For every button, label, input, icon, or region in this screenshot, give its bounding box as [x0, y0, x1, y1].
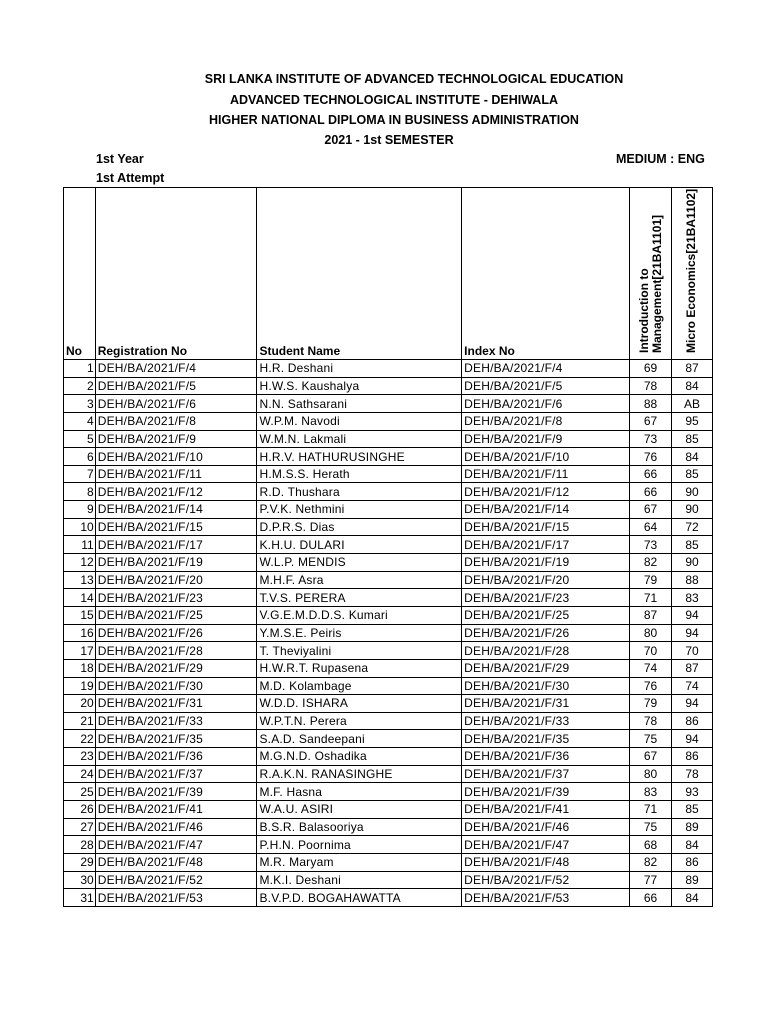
cell-mark-micro-economics: 72: [672, 518, 713, 536]
cell-mark-micro-economics: 84: [672, 889, 713, 907]
cell-no: 21: [64, 712, 96, 730]
cell-mark-micro-economics: 86: [672, 748, 713, 766]
cell-mark-micro-economics: 94: [672, 624, 713, 642]
cell-no: 23: [64, 748, 96, 766]
cell-mark-micro-economics: 74: [672, 677, 713, 695]
table-row: [64, 483, 713, 501]
cell-index-no: DEH/BA/2021/F/39: [462, 783, 630, 801]
cell-registration-no: DEH/BA/2021/F/29: [95, 659, 257, 677]
cell-student-name: W.P.M. Navodi: [257, 412, 462, 430]
cell-no: 2: [64, 377, 96, 395]
cell-mark-management: 82: [630, 853, 672, 871]
cell-mark-management: 74: [630, 659, 672, 677]
cell-student-name: M.K.I. Deshani: [257, 871, 462, 889]
cell-no: 10: [64, 518, 96, 536]
table-row: [64, 712, 713, 730]
table-row: [64, 395, 713, 413]
cell-mark-management: 75: [630, 730, 672, 748]
cell-mark-micro-economics: 85: [672, 801, 713, 819]
cell-mark-micro-economics: 95: [672, 412, 713, 430]
cell-mark-management: 79: [630, 571, 672, 589]
cell-mark-management: 69: [630, 360, 672, 378]
table-row: [64, 571, 713, 589]
cell-student-name: H.R. Deshani: [257, 360, 462, 378]
cell-registration-no: DEH/BA/2021/F/35: [95, 730, 257, 748]
cell-registration-no: DEH/BA/2021/F/48: [95, 853, 257, 871]
cell-mark-management: 68: [630, 836, 672, 854]
cell-mark-management: 66: [630, 483, 672, 501]
cell-registration-no: DEH/BA/2021/F/31: [95, 695, 257, 713]
cell-mark-management: 88: [630, 395, 672, 413]
cell-index-no: DEH/BA/2021/F/14: [462, 501, 630, 519]
table-row: [64, 360, 713, 378]
header-no: No: [64, 188, 96, 360]
cell-no: 28: [64, 836, 96, 854]
cell-mark-micro-economics: 86: [672, 712, 713, 730]
cell-registration-no: DEH/BA/2021/F/12: [95, 483, 257, 501]
table-row: [64, 518, 713, 536]
table-row: [64, 765, 713, 783]
cell-index-no: DEH/BA/2021/F/52: [462, 871, 630, 889]
institute-title: SRI LANKA INSTITUTE OF ADVANCED TECHNOLOGICAL EDUCATION: [204, 72, 624, 86]
cell-mark-management: 78: [630, 712, 672, 730]
cell-mark-management: 80: [630, 624, 672, 642]
cell-mark-micro-economics: 86: [672, 853, 713, 871]
cell-student-name: B.V.P.D. BOGAHAWATTA: [257, 889, 462, 907]
cell-index-no: DEH/BA/2021/F/17: [462, 536, 630, 554]
cell-no: 22: [64, 730, 96, 748]
cell-registration-no: DEH/BA/2021/F/5: [95, 377, 257, 395]
cell-mark-micro-economics: 93: [672, 783, 713, 801]
table-row: [64, 871, 713, 889]
cell-student-name: M.H.F. Asra: [257, 571, 462, 589]
cell-index-no: DEH/BA/2021/F/19: [462, 554, 630, 572]
cell-no: 13: [64, 571, 96, 589]
table-row: [64, 818, 713, 836]
cell-index-no: DEH/BA/2021/F/33: [462, 712, 630, 730]
cell-index-no: DEH/BA/2021/F/37: [462, 765, 630, 783]
table-row: [64, 889, 713, 907]
cell-mark-micro-economics: 85: [672, 536, 713, 554]
cell-index-no: DEH/BA/2021/F/29: [462, 659, 630, 677]
cell-registration-no: DEH/BA/2021/F/37: [95, 765, 257, 783]
cell-mark-management: 79: [630, 695, 672, 713]
cell-index-no: DEH/BA/2021/F/9: [462, 430, 630, 448]
cell-no: 12: [64, 554, 96, 572]
cell-student-name: P.V.K. Nethmini: [257, 501, 462, 519]
cell-registration-no: DEH/BA/2021/F/4: [95, 360, 257, 378]
cell-registration-no: DEH/BA/2021/F/11: [95, 465, 257, 483]
cell-student-name: D.P.R.S. Dias: [257, 518, 462, 536]
cell-mark-micro-economics: 84: [672, 377, 713, 395]
cell-no: 11: [64, 536, 96, 554]
cell-no: 19: [64, 677, 96, 695]
cell-no: 31: [64, 889, 96, 907]
cell-mark-micro-economics: 87: [672, 659, 713, 677]
cell-mark-management: 70: [630, 642, 672, 660]
header-subject-management-line1: Introduction to: [636, 268, 651, 353]
table-row: [64, 448, 713, 466]
cell-mark-management: 64: [630, 518, 672, 536]
results-table: [63, 187, 713, 907]
cell-index-no: DEH/BA/2021/F/53: [462, 889, 630, 907]
cell-mark-management: 67: [630, 748, 672, 766]
cell-mark-micro-economics: 70: [672, 642, 713, 660]
cell-registration-no: DEH/BA/2021/F/30: [95, 677, 257, 695]
table-header-row: [64, 188, 713, 360]
cell-no: 3: [64, 395, 96, 413]
table-row: [64, 430, 713, 448]
cell-registration-no: DEH/BA/2021/F/25: [95, 606, 257, 624]
table-row: [64, 730, 713, 748]
cell-registration-no: DEH/BA/2021/F/23: [95, 589, 257, 607]
cell-mark-management: 77: [630, 871, 672, 889]
cell-student-name: N.N. Sathsarani: [257, 395, 462, 413]
cell-mark-micro-economics: AB: [672, 395, 713, 413]
medium-label: MEDIUM : ENG: [616, 152, 705, 166]
table-row: [64, 642, 713, 660]
cell-mark-micro-economics: 84: [672, 448, 713, 466]
cell-index-no: DEH/BA/2021/F/30: [462, 677, 630, 695]
header-subject-management: [630, 188, 672, 360]
cell-registration-no: DEH/BA/2021/F/20: [95, 571, 257, 589]
cell-student-name: H.W.S. Kaushalya: [257, 377, 462, 395]
table-row: [64, 801, 713, 819]
cell-mark-management: 83: [630, 783, 672, 801]
cell-student-name: H.W.R.T. Rupasena: [257, 659, 462, 677]
cell-mark-micro-economics: 90: [672, 501, 713, 519]
cell-mark-micro-economics: 87: [672, 360, 713, 378]
header-student-name: Student Name: [257, 188, 462, 360]
cell-student-name: H.R.V. HATHURUSINGHE: [257, 448, 462, 466]
table-row: [64, 783, 713, 801]
table-row: [64, 836, 713, 854]
cell-mark-micro-economics: 85: [672, 430, 713, 448]
cell-mark-micro-economics: 89: [672, 871, 713, 889]
cell-student-name: W.P.T.N. Perera: [257, 712, 462, 730]
cell-mark-management: 71: [630, 801, 672, 819]
cell-student-name: T.V.S. PERERA: [257, 589, 462, 607]
cell-student-name: W.M.N. Lakmali: [257, 430, 462, 448]
cell-no: 6: [64, 448, 96, 466]
table-row: [64, 659, 713, 677]
cell-index-no: DEH/BA/2021/F/41: [462, 801, 630, 819]
cell-registration-no: DEH/BA/2021/F/36: [95, 748, 257, 766]
table-row: [64, 465, 713, 483]
table-row: [64, 377, 713, 395]
cell-mark-micro-economics: 90: [672, 483, 713, 501]
cell-student-name: S.A.D. Sandeepani: [257, 730, 462, 748]
cell-no: 16: [64, 624, 96, 642]
cell-index-no: DEH/BA/2021/F/35: [462, 730, 630, 748]
cell-mark-management: 66: [630, 465, 672, 483]
header-subject-management-line2: Management[21BA1101]: [649, 214, 664, 353]
header-index-no: Index No: [462, 188, 630, 360]
table-row: [64, 624, 713, 642]
cell-student-name: M.F. Hasna: [257, 783, 462, 801]
cell-mark-micro-economics: 94: [672, 695, 713, 713]
cell-registration-no: DEH/BA/2021/F/17: [95, 536, 257, 554]
cell-student-name: M.D. Kolambage: [257, 677, 462, 695]
cell-mark-management: 67: [630, 501, 672, 519]
cell-index-no: DEH/BA/2021/F/46: [462, 818, 630, 836]
cell-no: 15: [64, 606, 96, 624]
cell-index-no: DEH/BA/2021/F/36: [462, 748, 630, 766]
cell-mark-management: 76: [630, 677, 672, 695]
cell-student-name: W.A.U. ASIRI: [257, 801, 462, 819]
header-registration-no: Registration No: [95, 188, 257, 360]
cell-mark-management: 73: [630, 536, 672, 554]
cell-registration-no: DEH/BA/2021/F/6: [95, 395, 257, 413]
cell-mark-management: 76: [630, 448, 672, 466]
results-sheet: [63, 187, 768, 952]
cell-no: 30: [64, 871, 96, 889]
programme-title: HIGHER NATIONAL DIPLOMA IN BUSINESS ADMINISTRATION: [209, 113, 579, 127]
cell-no: 25: [64, 783, 96, 801]
cell-registration-no: DEH/BA/2021/F/47: [95, 836, 257, 854]
cell-student-name: M.G.N.D. Oshadika: [257, 748, 462, 766]
cell-registration-no: DEH/BA/2021/F/15: [95, 518, 257, 536]
table-row: [64, 695, 713, 713]
cell-no: 17: [64, 642, 96, 660]
cell-registration-no: DEH/BA/2021/F/26: [95, 624, 257, 642]
cell-no: 24: [64, 765, 96, 783]
cell-student-name: Y.M.S.E. Peiris: [257, 624, 462, 642]
cell-mark-micro-economics: 78: [672, 765, 713, 783]
table-row: [64, 748, 713, 766]
cell-mark-management: 67: [630, 412, 672, 430]
cell-student-name: B.S.R. Balasooriya: [257, 818, 462, 836]
cell-index-no: DEH/BA/2021/F/20: [462, 571, 630, 589]
header-subject-micro-economics-label: Micro Economics[21BA1102]: [684, 188, 698, 353]
table-row: [64, 412, 713, 430]
cell-index-no: DEH/BA/2021/F/25: [462, 606, 630, 624]
cell-registration-no: DEH/BA/2021/F/46: [95, 818, 257, 836]
cell-registration-no: DEH/BA/2021/F/53: [95, 889, 257, 907]
table-row: [64, 853, 713, 871]
institute-subtitle: ADVANCED TECHNOLOGICAL INSTITUTE - DEHIWALA: [229, 93, 558, 107]
table-row: [64, 536, 713, 554]
cell-no: 26: [64, 801, 96, 819]
cell-registration-no: DEH/BA/2021/F/19: [95, 554, 257, 572]
cell-mark-management: 78: [630, 377, 672, 395]
cell-registration-no: DEH/BA/2021/F/33: [95, 712, 257, 730]
cell-index-no: DEH/BA/2021/F/23: [462, 589, 630, 607]
cell-index-no: DEH/BA/2021/F/10: [462, 448, 630, 466]
cell-index-no: DEH/BA/2021/F/26: [462, 624, 630, 642]
cell-no: 27: [64, 818, 96, 836]
table-row: [64, 554, 713, 572]
table-row: [64, 606, 713, 624]
cell-mark-management: 82: [630, 554, 672, 572]
cell-no: 9: [64, 501, 96, 519]
cell-student-name: K.H.U. DULARI: [257, 536, 462, 554]
cell-mark-micro-economics: 83: [672, 589, 713, 607]
cell-student-name: R.D. Thushara: [257, 483, 462, 501]
cell-student-name: W.L.P. MENDIS: [257, 554, 462, 572]
table-row: [64, 501, 713, 519]
cell-registration-no: DEH/BA/2021/F/9: [95, 430, 257, 448]
cell-no: 4: [64, 412, 96, 430]
cell-mark-micro-economics: 90: [672, 554, 713, 572]
semester-title: 2021 - 1st SEMESTER: [324, 133, 454, 147]
cell-mark-management: 73: [630, 430, 672, 448]
cell-mark-management: 66: [630, 889, 672, 907]
cell-registration-no: DEH/BA/2021/F/41: [95, 801, 257, 819]
cell-no: 14: [64, 589, 96, 607]
cell-mark-management: 71: [630, 589, 672, 607]
cell-student-name: V.G.E.M.D.D.S. Kumari: [257, 606, 462, 624]
header-subject-micro-economics: [672, 188, 713, 360]
cell-mark-management: 75: [630, 818, 672, 836]
cell-index-no: DEH/BA/2021/F/5: [462, 377, 630, 395]
cell-index-no: DEH/BA/2021/F/12: [462, 483, 630, 501]
cell-index-no: DEH/BA/2021/F/31: [462, 695, 630, 713]
cell-index-no: DEH/BA/2021/F/47: [462, 836, 630, 854]
cell-student-name: R.A.K.N. RANASINGHE: [257, 765, 462, 783]
cell-no: 1: [64, 360, 96, 378]
cell-student-name: P.H.N. Poornima: [257, 836, 462, 854]
cell-student-name: M.R. Maryam: [257, 853, 462, 871]
cell-index-no: DEH/BA/2021/F/11: [462, 465, 630, 483]
cell-mark-micro-economics: 88: [672, 571, 713, 589]
cell-index-no: DEH/BA/2021/F/28: [462, 642, 630, 660]
cell-no: 20: [64, 695, 96, 713]
cell-mark-micro-economics: 94: [672, 606, 713, 624]
cell-mark-management: 87: [630, 606, 672, 624]
cell-registration-no: DEH/BA/2021/F/28: [95, 642, 257, 660]
cell-registration-no: DEH/BA/2021/F/39: [95, 783, 257, 801]
table-row: [64, 677, 713, 695]
cell-registration-no: DEH/BA/2021/F/52: [95, 871, 257, 889]
cell-student-name: H.M.S.S. Herath: [257, 465, 462, 483]
table-row: [64, 589, 713, 607]
attempt-label: 1st Attempt: [96, 171, 165, 185]
cell-no: 8: [64, 483, 96, 501]
cell-index-no: DEH/BA/2021/F/15: [462, 518, 630, 536]
cell-mark-micro-economics: 94: [672, 730, 713, 748]
cell-student-name: W.D.D. ISHARA: [257, 695, 462, 713]
cell-registration-no: DEH/BA/2021/F/14: [95, 501, 257, 519]
cell-mark-micro-economics: 85: [672, 465, 713, 483]
cell-student-name: T. Theviyalini: [257, 642, 462, 660]
cell-no: 5: [64, 430, 96, 448]
cell-index-no: DEH/BA/2021/F/6: [462, 395, 630, 413]
cell-index-no: DEH/BA/2021/F/8: [462, 412, 630, 430]
results-body: [64, 360, 713, 907]
cell-registration-no: DEH/BA/2021/F/10: [95, 448, 257, 466]
cell-no: 18: [64, 659, 96, 677]
cell-mark-management: 80: [630, 765, 672, 783]
cell-no: 29: [64, 853, 96, 871]
cell-mark-micro-economics: 84: [672, 836, 713, 854]
year-label: 1st Year: [96, 152, 144, 166]
cell-no: 7: [64, 465, 96, 483]
cell-index-no: DEH/BA/2021/F/48: [462, 853, 630, 871]
cell-registration-no: DEH/BA/2021/F/8: [95, 412, 257, 430]
cell-mark-micro-economics: 89: [672, 818, 713, 836]
cell-index-no: DEH/BA/2021/F/4: [462, 360, 630, 378]
